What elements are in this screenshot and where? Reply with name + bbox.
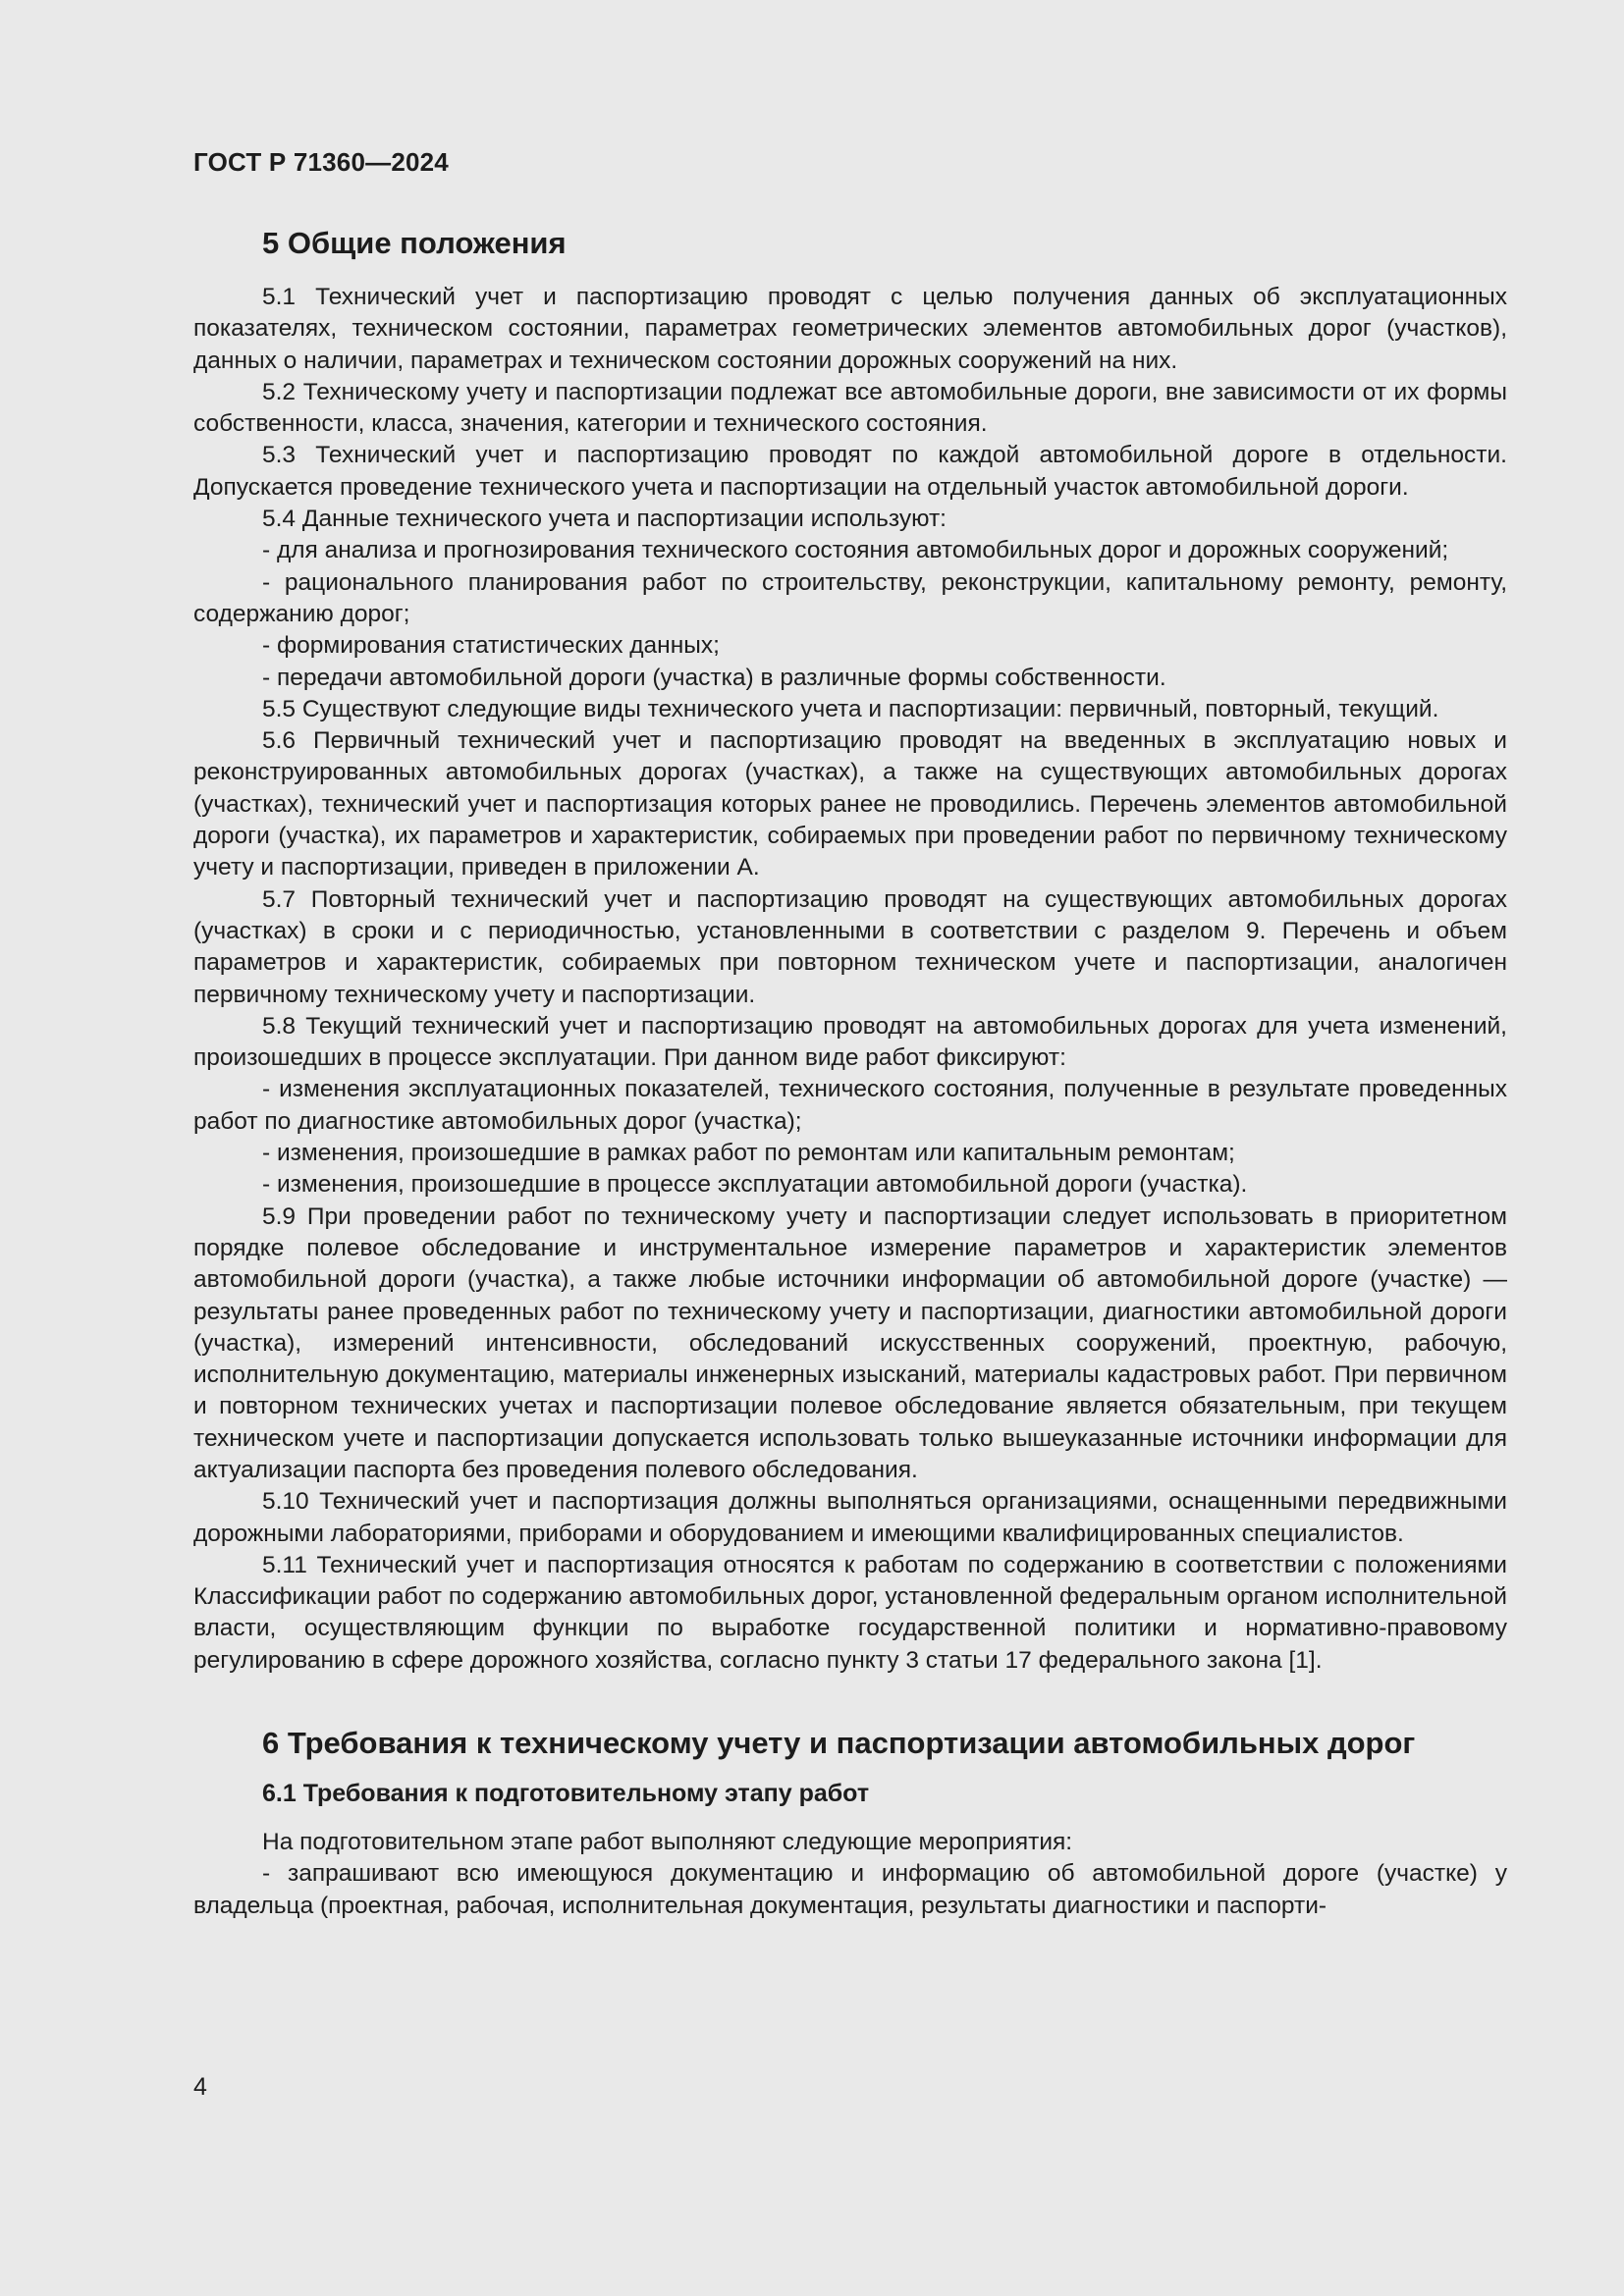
list-item-5-4-c: - формирования статистических данных;: [262, 632, 720, 660]
paragraph-5-7: 5.7 Повторный технический учет и паспортизацию проводят на существующих автомобильных дорогах (участках) в сроки и с периодичностью, установленными в соответствии с разделом 9. Перечень и объем параметров и характеристик, собираемых при повторном техническом учете и паспортизации, аналогичен первичному техническому учету и паспортизации.: [193, 885, 1507, 1008]
document-body: [193, 222, 1507, 1922]
paragraph-5-6: 5.6 Первичный технический учет и паспортизацию проводят на введенных в эксплуатацию новых и реконструированных автомобильных дорогах (участках), а также на существующих автомобильных дорогах (участках), технический учет и паспортизация которых ранее не проводились. Перечень элементов автомобильной дороги (участка), их параметров и характеристик, собираемых при проведении работ по первичному техническому учету и паспортизации, приведен в приложении А.: [193, 727, 1507, 881]
paragraph-5-3: 5.3 Технический учет и паспортизацию проводят по каждой автомобильной дороге в отдельности. Допускается проведение технического учета и паспортизации на отдельный участок автомобильной дороги.: [193, 442, 1507, 501]
list-item-5-8-a: - изменения эксплуатационных показателей, технического состояния, полученные в результате проведенных работ по диагностике автомобильных дорог (участка);: [193, 1076, 1507, 1135]
subsection-6-1-title: 6.1 Требования к подготовительному этапу работ: [262, 1780, 870, 1808]
list-item-5-4-a: - для анализа и прогнозирования технического состояния автомобильных дорог и дорожных сооружений;: [262, 537, 1449, 564]
paragraph-5-11: 5.11 Технический учет и паспортизация относятся к работам по содержанию в соответствии с положениями Классификации работ по содержанию автомобильных дорог, установленной федеральным органом исполнительной власти, осуществляющим функции по выработке государственной политики и нормативно-правовому регулированию в сфере дорожного хозяйства, согласно пункту 3 статьи 17 федерального закона [1].: [193, 1551, 1507, 1674]
list-item-5-4-b: - рационального планирования работ по строительству, реконструкции, капитальному ремонту, ремонту, содержанию дорог;: [193, 568, 1507, 627]
list-item-5-8-c: - изменения, произошедшие в процессе эксплуатации автомобильной дороги (участка).: [262, 1171, 1248, 1199]
list-item-5-8-b: - изменения, произошедшие в рамках работ по ремонтам или капитальным ремонтам;: [262, 1140, 1235, 1167]
paragraph-5-5: 5.5 Существуют следующие виды технического учета и паспортизации: первичный, повторный, текущий.: [262, 695, 1439, 722]
paragraph-5-9: 5.9 При проведении работ по техническому учету и паспортизации следует использовать в приоритетном порядке полевое обследование и инструментальное измерение параметров и характеристик элементов автомобильной дороги (участка), а также любые источники информации об автомобильной дороге (участке) — результаты ранее проведенных работ по техническому учету и паспортизации, диагностики автомобильной дороги (участка), измерений интенсивности, обследований искусственных сооружений, проектную, рабочую, исполнительную документацию, материалы инженерных изысканий, материалы кадастровых работ. При первичном и повторном технических учетах и паспортизации полевое обследование является обязательным, при текущем техническом учете и паспортизации допускается использовать только вышеуказанные источники информации для актуализации паспорта без проведения полевого обследования.: [193, 1202, 1507, 1483]
paragraph-5-10: 5.10 Технический учет и паспортизация должны выполняться организациями, оснащенными передвижными дорожными лабораториями, приборами и оборудованием и имеющими квалифицированных специалистов.: [193, 1488, 1507, 1547]
section-5-title: 5 Общие положения: [262, 226, 567, 260]
document-code-header: ГОСТ Р 71360—2024: [193, 147, 449, 177]
paragraph-5-2: 5.2 Техническому учету и паспортизации подлежат все автомобильные дороги, вне зависимости от их формы собственности, класса, значения, категории и технического состояния.: [193, 378, 1507, 438]
page-number: 4: [193, 2073, 207, 2101]
paragraph-5-4: 5.4 Данные технического учета и паспортизации используют:: [262, 506, 947, 533]
paragraph-5-8: 5.8 Текущий технический учет и паспортизацию проводят на автомобильных дорогах для учета изменений, произошедших в процессе эксплуатации. При данном виде работ фиксируют:: [193, 1012, 1507, 1072]
list-item-6-1-a: - запрашивают всю имеющуюся документацию и информацию об автомобильной дороге (участке) у владельца (проектная, рабочая, исполнительная документация, результаты диагностики и паспорти-: [193, 1860, 1507, 1919]
section-6-title: 6 Требования к техническому учету и паспортизации автомобильных дорог: [262, 1726, 1416, 1761]
paragraph-5-1: 5.1 Технический учет и паспортизацию проводят с целью получения данных об эксплуатационных показателях, техническом состоянии, параметрах геометрических элементов автомобильных дорог (участков), данных о наличии, параметрах и техническом состоянии дорожных сооружений на них.: [193, 284, 1507, 374]
list-item-5-4-d: - передачи автомобильной дороги (участка) в различные формы собственности.: [262, 664, 1166, 691]
paragraph-6-1-intro: На подготовительном этапе работ выполняют следующие мероприятия:: [262, 1829, 1073, 1856]
